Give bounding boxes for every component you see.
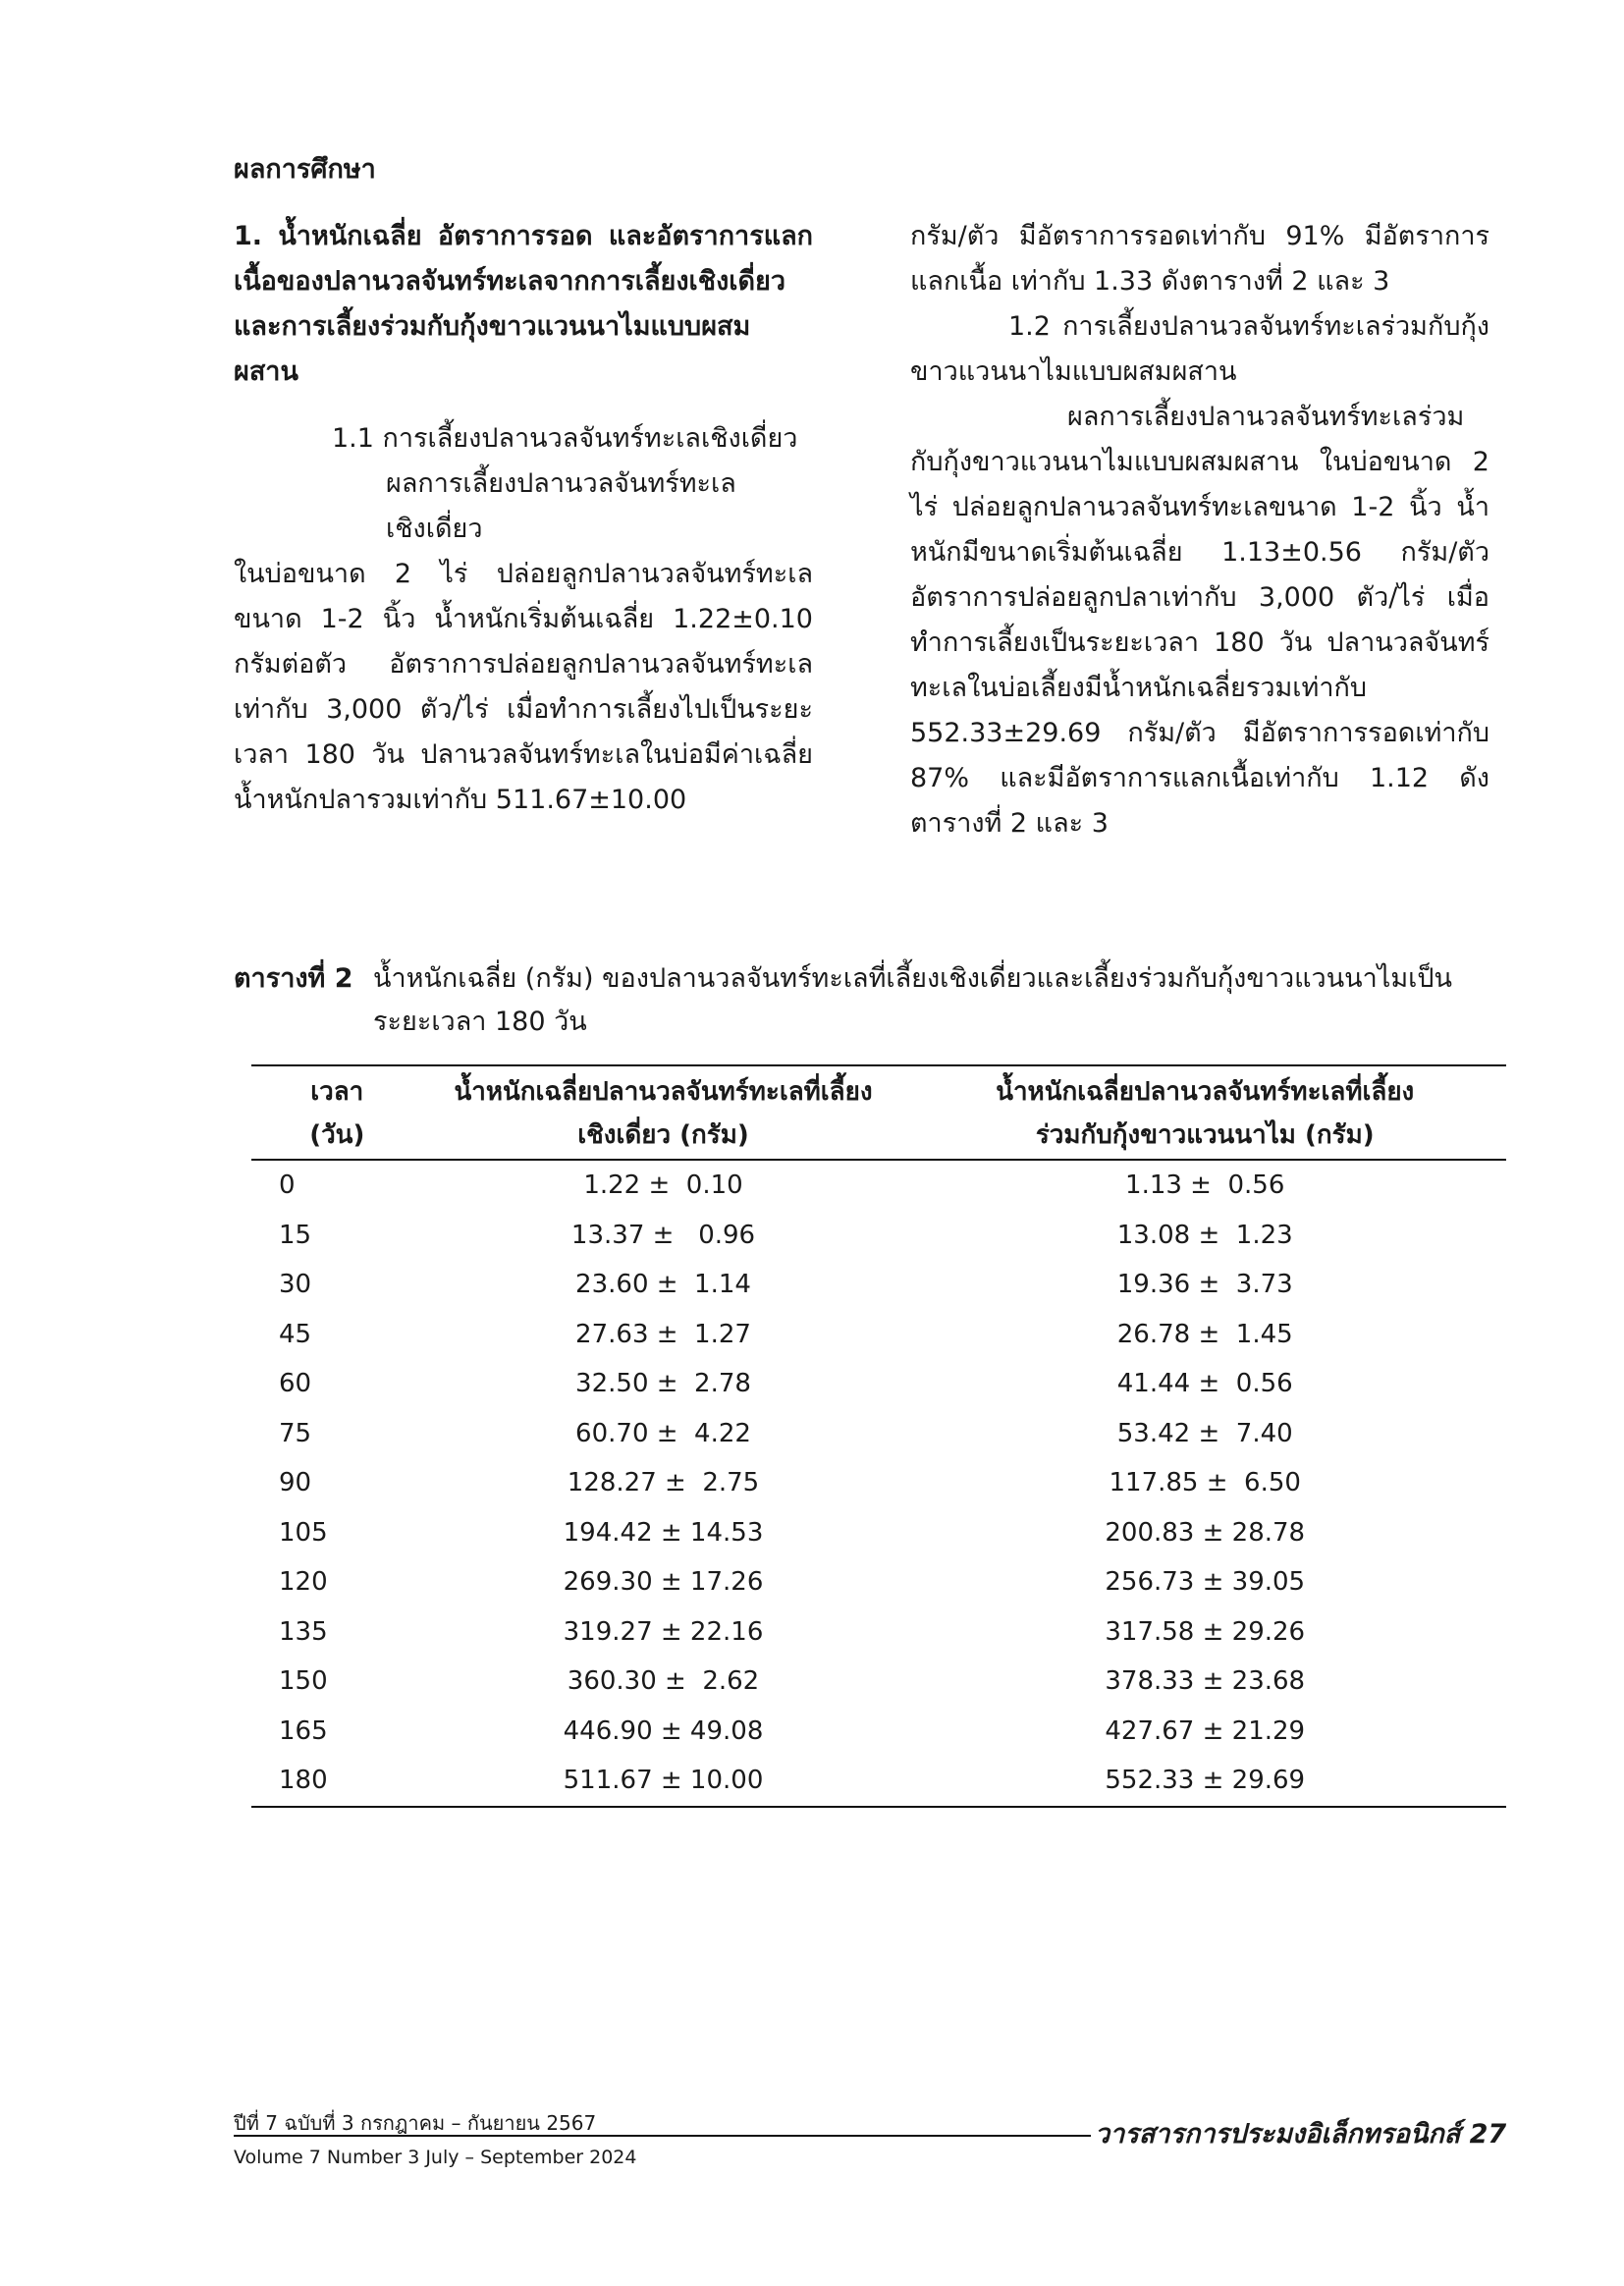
cell-day: 75 [279, 1418, 312, 1448]
cell-monoculture: 269.30 ± 17.26 [563, 1567, 764, 1598]
cell-monoculture: 60.70 ± 4.22 [575, 1418, 751, 1448]
table-header-row [251, 1065, 1506, 1160]
cell-day: 180 [279, 1766, 328, 1796]
cell-day: 105 [279, 1517, 328, 1548]
cell-polyculture: 19.36 ± 3.73 [1116, 1270, 1293, 1300]
table-row [251, 1260, 1506, 1310]
cell-polyculture: 1.13 ± 0.56 [1125, 1170, 1285, 1201]
table-row [251, 1359, 1506, 1409]
paragraph-continuation: กรัม/ตัว มีอัตราการรอดเท่ากับ 91% มีอัตราการแลกเนื้อ เท่ากับ 1.33 ดังตารางที่ 2 และ 3 [910, 221, 1489, 297]
footer-issue-thai: ปีที่ 7 ฉบับที่ 3 กรกฎาคม – กันยายน 2567 [234, 2111, 597, 2135]
cell-day: 60 [279, 1369, 312, 1399]
cell-day: 90 [279, 1468, 312, 1498]
footer-rule [234, 2135, 1091, 2137]
cell-polyculture: 552.33 ± 29.69 [1105, 1766, 1306, 1796]
header-polyculture: น้ำหนักเฉลี่ยปลานวลจันทร์ทะเลที่เลี้ยง ร่วมกับกุ้งขาวแวนนาไม (กรัม) [996, 1077, 1415, 1150]
cell-monoculture: 511.67 ± 10.00 [563, 1766, 764, 1796]
cell-day: 15 [279, 1220, 312, 1250]
cell-monoculture: 13.37 ± 0.96 [570, 1220, 756, 1250]
table-caption-line-1: น้ำหนักเฉลี่ย (กรัม) ของปลานวลจันทร์ทะเลที่เลี้ยงเชิงเดี่ยวและเลี้ยงร่วมกับกุ้งขาวแวนนาไมเป็น [373, 963, 1452, 994]
cell-day: 30 [279, 1270, 312, 1300]
cell-polyculture: 26.78 ± 1.45 [1116, 1319, 1293, 1349]
cell-monoculture: 128.27 ± 2.75 [567, 1468, 760, 1498]
table-row [251, 1310, 1506, 1360]
cell-polyculture: 256.73 ± 39.05 [1105, 1567, 1306, 1598]
table-row [251, 1409, 1506, 1459]
cell-day: 165 [279, 1715, 328, 1746]
table-row [251, 1508, 1506, 1558]
weight-table [251, 1064, 1506, 1808]
header-time: เวลา (วัน) [309, 1077, 365, 1150]
table-caption [234, 957, 1510, 1044]
header-monoculture: น้ำหนักเฉลี่ยปลานวลจันทร์ทะเลที่เลี้ยง เชิงเดี่ยว (กรัม) [454, 1077, 873, 1150]
cell-polyculture: 378.33 ± 23.68 [1105, 1666, 1306, 1697]
cell-polyculture: 200.83 ± 28.78 [1105, 1517, 1306, 1548]
cell-polyculture: 53.42 ± 7.40 [1116, 1418, 1293, 1448]
cell-monoculture: 360.30 ± 2.62 [567, 1666, 760, 1697]
paragraph-monoculture: ในบ่อขนาด 2 ไร่ ปล่อยลูกปลานวลจันทร์ทะเลขนาด 1-2 นิ้ว น้ำหนักเริ่มต้นเฉลี่ย 1.22±0.10 กรัมต่อตัว อัตราการปล่อยลูกปลานวลจันทร์ทะเลเท่ากับ 3,000 ตัว/ไร่ เมื่อทำการเลี้ยงไปเป็นระยะเวลา 180 วัน ปลานวลจันทร์ทะเลในบ่อมีค่าเฉลี่ยน้ำหนักปลารวมเท่ากับ 511.67±10.00 [234, 559, 813, 815]
cell-monoculture: 446.90 ± 49.08 [563, 1715, 764, 1746]
table-row [251, 1707, 1506, 1757]
cell-day: 135 [279, 1616, 328, 1647]
table-row [251, 1160, 1506, 1211]
cell-monoculture: 27.63 ± 1.27 [575, 1319, 751, 1349]
cell-polyculture: 13.08 ± 1.23 [1116, 1220, 1293, 1250]
paragraph-polyculture: ผลการเลี้ยงปลานวลจันทร์ทะเลร่วมกับกุ้งขาวแวนนาไมแบบผสมผสาน ในบ่อขนาด 2 ไร่ ปล่อยลูกปลานวลจันทร์ทะเลขนาด 1-2 นิ้ว น้ำหนักมีขนาดเริ่มต้นเฉลี่ย 1.13±0.56 กรัม/ตัว อัตราการปล่อยลูกปลาเท่ากับ 3,000 ตัว/ไร่ เมื่อทำการเลี้ยงเป็นระยะเวลา 180 วัน ปลานวลจันทร์ทะเลในบ่อเลี้ยงมีน้ำหนักเฉลี่ยรวมเท่ากับ 552.33±29.69 กรัม/ตัว มีอัตราการรอดเท่ากับ 87% และมีอัตราการแลกเนื้อเท่ากับ 1.12 ดังตารางที่ 2 และ 3 [910, 402, 1489, 839]
section-heading: ผลการศึกษา [234, 154, 376, 185]
table-row [251, 1458, 1506, 1508]
right-column [910, 214, 1489, 846]
cell-day: 150 [279, 1666, 328, 1697]
cell-polyculture: 427.67 ± 21.29 [1105, 1715, 1306, 1746]
table-row [251, 1756, 1506, 1807]
left-column [234, 214, 813, 823]
cell-polyculture: 117.85 ± 6.50 [1109, 1468, 1301, 1498]
cell-monoculture: 194.42 ± 14.53 [563, 1517, 764, 1548]
cell-monoculture: 319.27 ± 22.16 [563, 1616, 764, 1647]
table-row [251, 1557, 1506, 1607]
footer-journal-page: วารสารการประมงอิเล็กทรอนิกส์ 27 [1095, 2119, 1507, 2150]
cell-day: 120 [279, 1567, 328, 1598]
subheading-1-2: 1.2 การเลี้ยงปลานวลจันทร์ทะเลร่วมกับกุ้งขาวแวนนาไมแบบผสมผสาน [910, 311, 1489, 387]
result-heading: 1. น้ำหนักเฉลี่ย อัตราการรอด และอัตราการแลกเนื้อของปลานวลจันทร์ทะเลจากการเลี้ยงเชิงเดี่ยวและการเลี้ยงร่วมกับกุ้งขาวแวนนาไมแบบผสมผสาน [234, 221, 813, 387]
subheading-1-1: 1.1 การเลี้ยงปลานวลจันทร์ทะเลเชิงเดี่ยว [332, 423, 798, 454]
cell-monoculture: 23.60 ± 1.14 [575, 1270, 751, 1300]
table-caption-label: ตารางที่ 2 [234, 963, 353, 994]
cell-polyculture: 41.44 ± 0.56 [1116, 1369, 1293, 1399]
paragraph-first-line: ผลการเลี้ยงปลานวลจันทร์ทะเลเชิงเดี่ยว [386, 468, 736, 544]
cell-polyculture: 317.58 ± 29.26 [1105, 1616, 1306, 1647]
table-caption-line-2: ระยะเวลา 180 วัน [373, 1007, 587, 1037]
footer-issue-english: Volume 7 Number 3 July – September 2024 [234, 2147, 637, 2168]
table-row [251, 1211, 1506, 1261]
cell-monoculture: 32.50 ± 2.78 [575, 1369, 751, 1399]
cell-monoculture: 1.22 ± 0.10 [583, 1170, 743, 1201]
cell-day: 0 [279, 1170, 296, 1201]
table-row [251, 1657, 1506, 1707]
cell-day: 45 [279, 1319, 312, 1349]
table-row [251, 1607, 1506, 1658]
